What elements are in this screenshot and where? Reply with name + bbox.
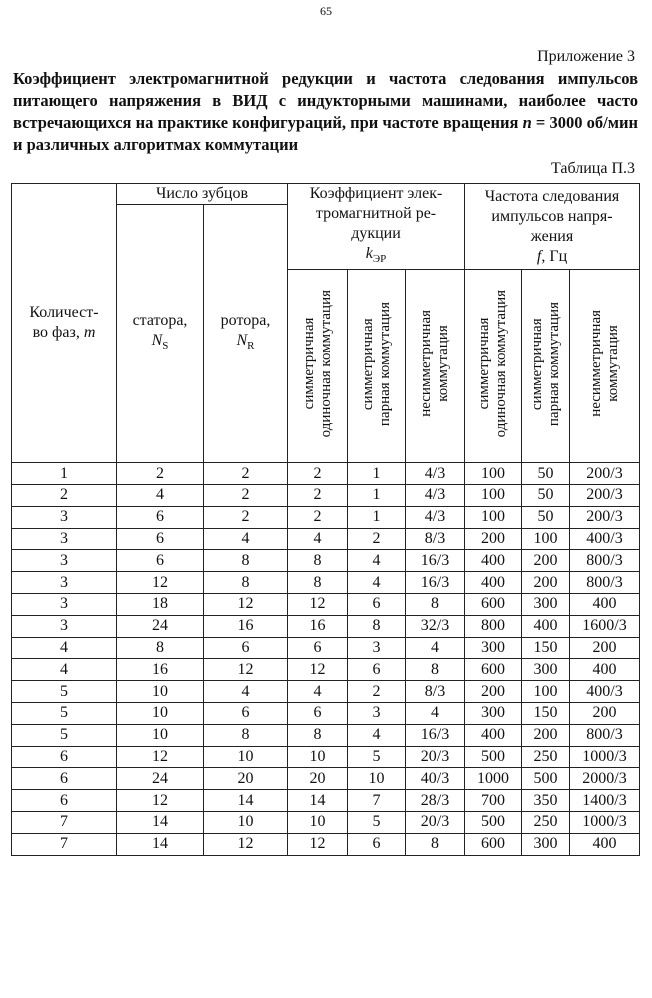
table-cell: 8 bbox=[406, 593, 465, 615]
table-cell: 400 bbox=[570, 593, 640, 615]
table-row bbox=[12, 506, 640, 528]
table-row bbox=[12, 659, 640, 681]
table-cell: 10 bbox=[117, 702, 204, 724]
table-cell: 8/3 bbox=[406, 528, 465, 550]
table-cell: 800/3 bbox=[570, 572, 640, 594]
table-cell: 8 bbox=[204, 572, 288, 594]
table-cell: 400 bbox=[570, 659, 640, 681]
table-cell: 8 bbox=[288, 572, 348, 594]
table-row bbox=[12, 637, 640, 659]
table-cell: 100 bbox=[465, 506, 522, 528]
table-cell: 8 bbox=[288, 724, 348, 746]
table-cell: 400 bbox=[570, 833, 640, 855]
table-row bbox=[12, 593, 640, 615]
table-cell: 32/3 bbox=[406, 615, 465, 637]
header-rotor: ротора, $N_R$ bbox=[204, 205, 288, 463]
table-cell: 6 bbox=[117, 550, 204, 572]
table-cell: 20/3 bbox=[406, 746, 465, 768]
table-cell: 800 bbox=[465, 615, 522, 637]
table-cell: 4 bbox=[12, 637, 117, 659]
table-cell: 4 bbox=[204, 528, 288, 550]
table-cell: 10 bbox=[288, 746, 348, 768]
table-cell: 4/3 bbox=[406, 484, 465, 506]
table-cell: 2000/3 bbox=[570, 768, 640, 790]
table-cell: 1 bbox=[348, 463, 406, 485]
table-cell: 200 bbox=[465, 681, 522, 703]
table-cell: 12 bbox=[288, 659, 348, 681]
table-cell: 24 bbox=[117, 768, 204, 790]
header-k-asym: несимметричная коммутация bbox=[406, 270, 465, 463]
header-stator: статора, $N_S$ bbox=[117, 205, 204, 463]
table-cell: 200/3 bbox=[570, 463, 640, 485]
table-cell: 2 bbox=[12, 484, 117, 506]
table-cell: 300 bbox=[465, 702, 522, 724]
table-cell: 1 bbox=[348, 506, 406, 528]
table-row bbox=[12, 550, 640, 572]
table-cell: 4 bbox=[117, 484, 204, 506]
table-cell: 50 bbox=[522, 506, 570, 528]
table-cell: 6 bbox=[288, 637, 348, 659]
table-cell: 400/3 bbox=[570, 528, 640, 550]
table-cell: 200 bbox=[522, 572, 570, 594]
table-cell: 150 bbox=[522, 637, 570, 659]
table-cell: 3 bbox=[12, 528, 117, 550]
table-cell: 3 bbox=[12, 506, 117, 528]
table-cell: 400 bbox=[522, 615, 570, 637]
table-cell: 8/3 bbox=[406, 681, 465, 703]
table-cell: 14 bbox=[117, 811, 204, 833]
table-cell: 400 bbox=[465, 724, 522, 746]
table-cell: 12 bbox=[117, 572, 204, 594]
table-cell: 300 bbox=[522, 593, 570, 615]
table-cell: 10 bbox=[204, 746, 288, 768]
table-cell: 16 bbox=[288, 615, 348, 637]
table-cell: 8 bbox=[204, 724, 288, 746]
table-cell: 3 bbox=[12, 615, 117, 637]
table-cell: 300 bbox=[522, 833, 570, 855]
table-cell: 5 bbox=[12, 724, 117, 746]
header-f-group: Частота следования импульсов напря- жения f, Гц bbox=[465, 184, 640, 270]
table-row bbox=[12, 484, 640, 506]
table-cell: 10 bbox=[348, 768, 406, 790]
table-cell: 12 bbox=[117, 790, 204, 812]
table-cell: 14 bbox=[288, 790, 348, 812]
table-cell: 6 bbox=[12, 746, 117, 768]
table-cell: 4 bbox=[348, 550, 406, 572]
table-cell: 250 bbox=[522, 811, 570, 833]
table-cell: 500 bbox=[465, 811, 522, 833]
table-cell: 50 bbox=[522, 484, 570, 506]
table-cell: 400 bbox=[465, 550, 522, 572]
table-cell: 6 bbox=[348, 593, 406, 615]
table-cell: 200 bbox=[465, 528, 522, 550]
table-cell: 10 bbox=[288, 811, 348, 833]
table-row bbox=[12, 702, 640, 724]
table-cell: 2 bbox=[288, 484, 348, 506]
table-cell: 800/3 bbox=[570, 550, 640, 572]
header-f-sym-single: симметричная одиночная коммутация bbox=[465, 270, 522, 463]
table-cell: 150 bbox=[522, 702, 570, 724]
table-cell: 3 bbox=[348, 702, 406, 724]
table-cell: 8 bbox=[348, 615, 406, 637]
table-cell: 4 bbox=[406, 702, 465, 724]
table-cell: 600 bbox=[465, 659, 522, 681]
caption-part2: = 3000 об/мин и различных алгоритмах коммутации bbox=[13, 113, 638, 154]
table-cell: 600 bbox=[465, 833, 522, 855]
table-cell: 200/3 bbox=[570, 506, 640, 528]
data-table bbox=[11, 183, 640, 856]
table-cell: 200 bbox=[522, 550, 570, 572]
table-cell: 2 bbox=[288, 506, 348, 528]
header-phases: Количест- во фаз, m bbox=[12, 184, 117, 463]
table-cell: 1000/3 bbox=[570, 811, 640, 833]
table-cell: 6 bbox=[348, 659, 406, 681]
table-row bbox=[12, 833, 640, 855]
table-cell: 6 bbox=[204, 702, 288, 724]
table-cell: 28/3 bbox=[406, 790, 465, 812]
table-cell: 16 bbox=[204, 615, 288, 637]
table-cell: 350 bbox=[522, 790, 570, 812]
table-row bbox=[12, 746, 640, 768]
table-cell: 4 bbox=[348, 724, 406, 746]
table-cell: 700 bbox=[465, 790, 522, 812]
table-cell: 3 bbox=[12, 593, 117, 615]
table-cell: 2 bbox=[204, 463, 288, 485]
table-cell: 2 bbox=[288, 463, 348, 485]
table-cell: 6 bbox=[288, 702, 348, 724]
table-cell: 100 bbox=[522, 528, 570, 550]
caption-part1: Коэффициент электромагнитной редукции и частота следования импульсов питающего напряжения в ВИД с индукторными машинами, наиболее часто встречающихся на практике конфигураций, при частоте вращения bbox=[13, 69, 638, 132]
table-caption bbox=[13, 68, 638, 156]
table-row bbox=[12, 811, 640, 833]
table-cell: 18 bbox=[117, 593, 204, 615]
table-cell: 2 bbox=[348, 528, 406, 550]
table-cell: 100 bbox=[465, 463, 522, 485]
table-cell: 7 bbox=[12, 811, 117, 833]
table-cell: 5 bbox=[348, 811, 406, 833]
table-cell: 20 bbox=[204, 768, 288, 790]
page-number: 65 bbox=[320, 4, 332, 18]
table-cell: 400/3 bbox=[570, 681, 640, 703]
table-cell: 500 bbox=[465, 746, 522, 768]
table-cell: 300 bbox=[465, 637, 522, 659]
table-cell: 2 bbox=[117, 463, 204, 485]
table-cell: 20 bbox=[288, 768, 348, 790]
table-row bbox=[12, 790, 640, 812]
table-cell: 7 bbox=[348, 790, 406, 812]
table-cell: 5 bbox=[12, 681, 117, 703]
table-cell: 6 bbox=[12, 790, 117, 812]
table-cell: 2 bbox=[204, 506, 288, 528]
table-row bbox=[12, 768, 640, 790]
table-cell: 12 bbox=[204, 593, 288, 615]
table-cell: 300 bbox=[522, 659, 570, 681]
table-cell: 200 bbox=[570, 637, 640, 659]
table-cell: 6 bbox=[348, 833, 406, 855]
table-cell: 200 bbox=[522, 724, 570, 746]
table-cell: 12 bbox=[204, 833, 288, 855]
table-cell: 7 bbox=[12, 833, 117, 855]
table-cell: 8 bbox=[204, 550, 288, 572]
table-cell: 10 bbox=[204, 811, 288, 833]
table-label: Таблица П.3 bbox=[551, 160, 635, 177]
table-cell: 16/3 bbox=[406, 550, 465, 572]
appendix-label: Приложение 3 bbox=[537, 48, 635, 65]
table-cell: 6 bbox=[204, 637, 288, 659]
table-cell: 16 bbox=[117, 659, 204, 681]
table-body bbox=[12, 463, 640, 855]
table-cell: 3 bbox=[12, 572, 117, 594]
table-cell: 4 bbox=[288, 681, 348, 703]
table-cell: 12 bbox=[288, 833, 348, 855]
table-cell: 4 bbox=[12, 659, 117, 681]
table-cell: 12 bbox=[117, 746, 204, 768]
table-cell: 1 bbox=[348, 484, 406, 506]
header-k-sym-pair: симметричная парная коммутация bbox=[348, 270, 406, 463]
table-cell: 250 bbox=[522, 746, 570, 768]
table-cell: 5 bbox=[12, 702, 117, 724]
caption-n-symbol: n bbox=[522, 113, 532, 132]
header-k-group: Коэффициент элек- тромагнитной ре- дукции $k_{ЭР}$ bbox=[288, 184, 465, 270]
table-row bbox=[12, 681, 640, 703]
table-cell: 4 bbox=[288, 528, 348, 550]
header-k-sym-single: симметричная одиночная коммутация bbox=[288, 270, 348, 463]
table-cell: 600 bbox=[465, 593, 522, 615]
table-cell: 2 bbox=[204, 484, 288, 506]
table-cell: 50 bbox=[522, 463, 570, 485]
table-cell: 16/3 bbox=[406, 724, 465, 746]
table-cell: 1000 bbox=[465, 768, 522, 790]
table-row bbox=[12, 463, 640, 485]
table-cell: 24 bbox=[117, 615, 204, 637]
table-cell: 4 bbox=[204, 681, 288, 703]
table-cell: 500 bbox=[522, 768, 570, 790]
table-row bbox=[12, 615, 640, 637]
table-cell: 40/3 bbox=[406, 768, 465, 790]
table-cell: 1400/3 bbox=[570, 790, 640, 812]
header-f-asym: несимметричная коммутация bbox=[570, 270, 640, 463]
table-cell: 8 bbox=[288, 550, 348, 572]
table-cell: 6 bbox=[12, 768, 117, 790]
table-cell: 20/3 bbox=[406, 811, 465, 833]
header-f-sym-pair: симметричная парная коммутация bbox=[522, 270, 570, 463]
table-cell: 1600/3 bbox=[570, 615, 640, 637]
table-cell: 1 bbox=[12, 463, 117, 485]
table-cell: 8 bbox=[406, 659, 465, 681]
table-cell: 800/3 bbox=[570, 724, 640, 746]
table-cell: 6 bbox=[117, 528, 204, 550]
table-cell: 4 bbox=[406, 637, 465, 659]
table-cell: 400 bbox=[465, 572, 522, 594]
table-cell: 14 bbox=[204, 790, 288, 812]
table-cell: 100 bbox=[522, 681, 570, 703]
header-teeth-group: Число зубцов bbox=[117, 184, 288, 205]
table-cell: 3 bbox=[12, 550, 117, 572]
table-cell: 10 bbox=[117, 724, 204, 746]
table-cell: 16/3 bbox=[406, 572, 465, 594]
table-cell: 10 bbox=[117, 681, 204, 703]
table-cell: 8 bbox=[406, 833, 465, 855]
table-cell: 8 bbox=[117, 637, 204, 659]
table-cell: 2 bbox=[348, 681, 406, 703]
table-cell: 200 bbox=[570, 702, 640, 724]
table-cell: 12 bbox=[288, 593, 348, 615]
table-cell: 3 bbox=[348, 637, 406, 659]
table-cell: 4/3 bbox=[406, 506, 465, 528]
table-cell: 1000/3 bbox=[570, 746, 640, 768]
table-cell: 6 bbox=[117, 506, 204, 528]
table-row bbox=[12, 528, 640, 550]
table-cell: 5 bbox=[348, 746, 406, 768]
table-cell: 14 bbox=[117, 833, 204, 855]
table-row bbox=[12, 572, 640, 594]
table-cell: 100 bbox=[465, 484, 522, 506]
table-cell: 12 bbox=[204, 659, 288, 681]
table-cell: 4/3 bbox=[406, 463, 465, 485]
table-row bbox=[12, 724, 640, 746]
table-cell: 200/3 bbox=[570, 484, 640, 506]
table-cell: 4 bbox=[348, 572, 406, 594]
